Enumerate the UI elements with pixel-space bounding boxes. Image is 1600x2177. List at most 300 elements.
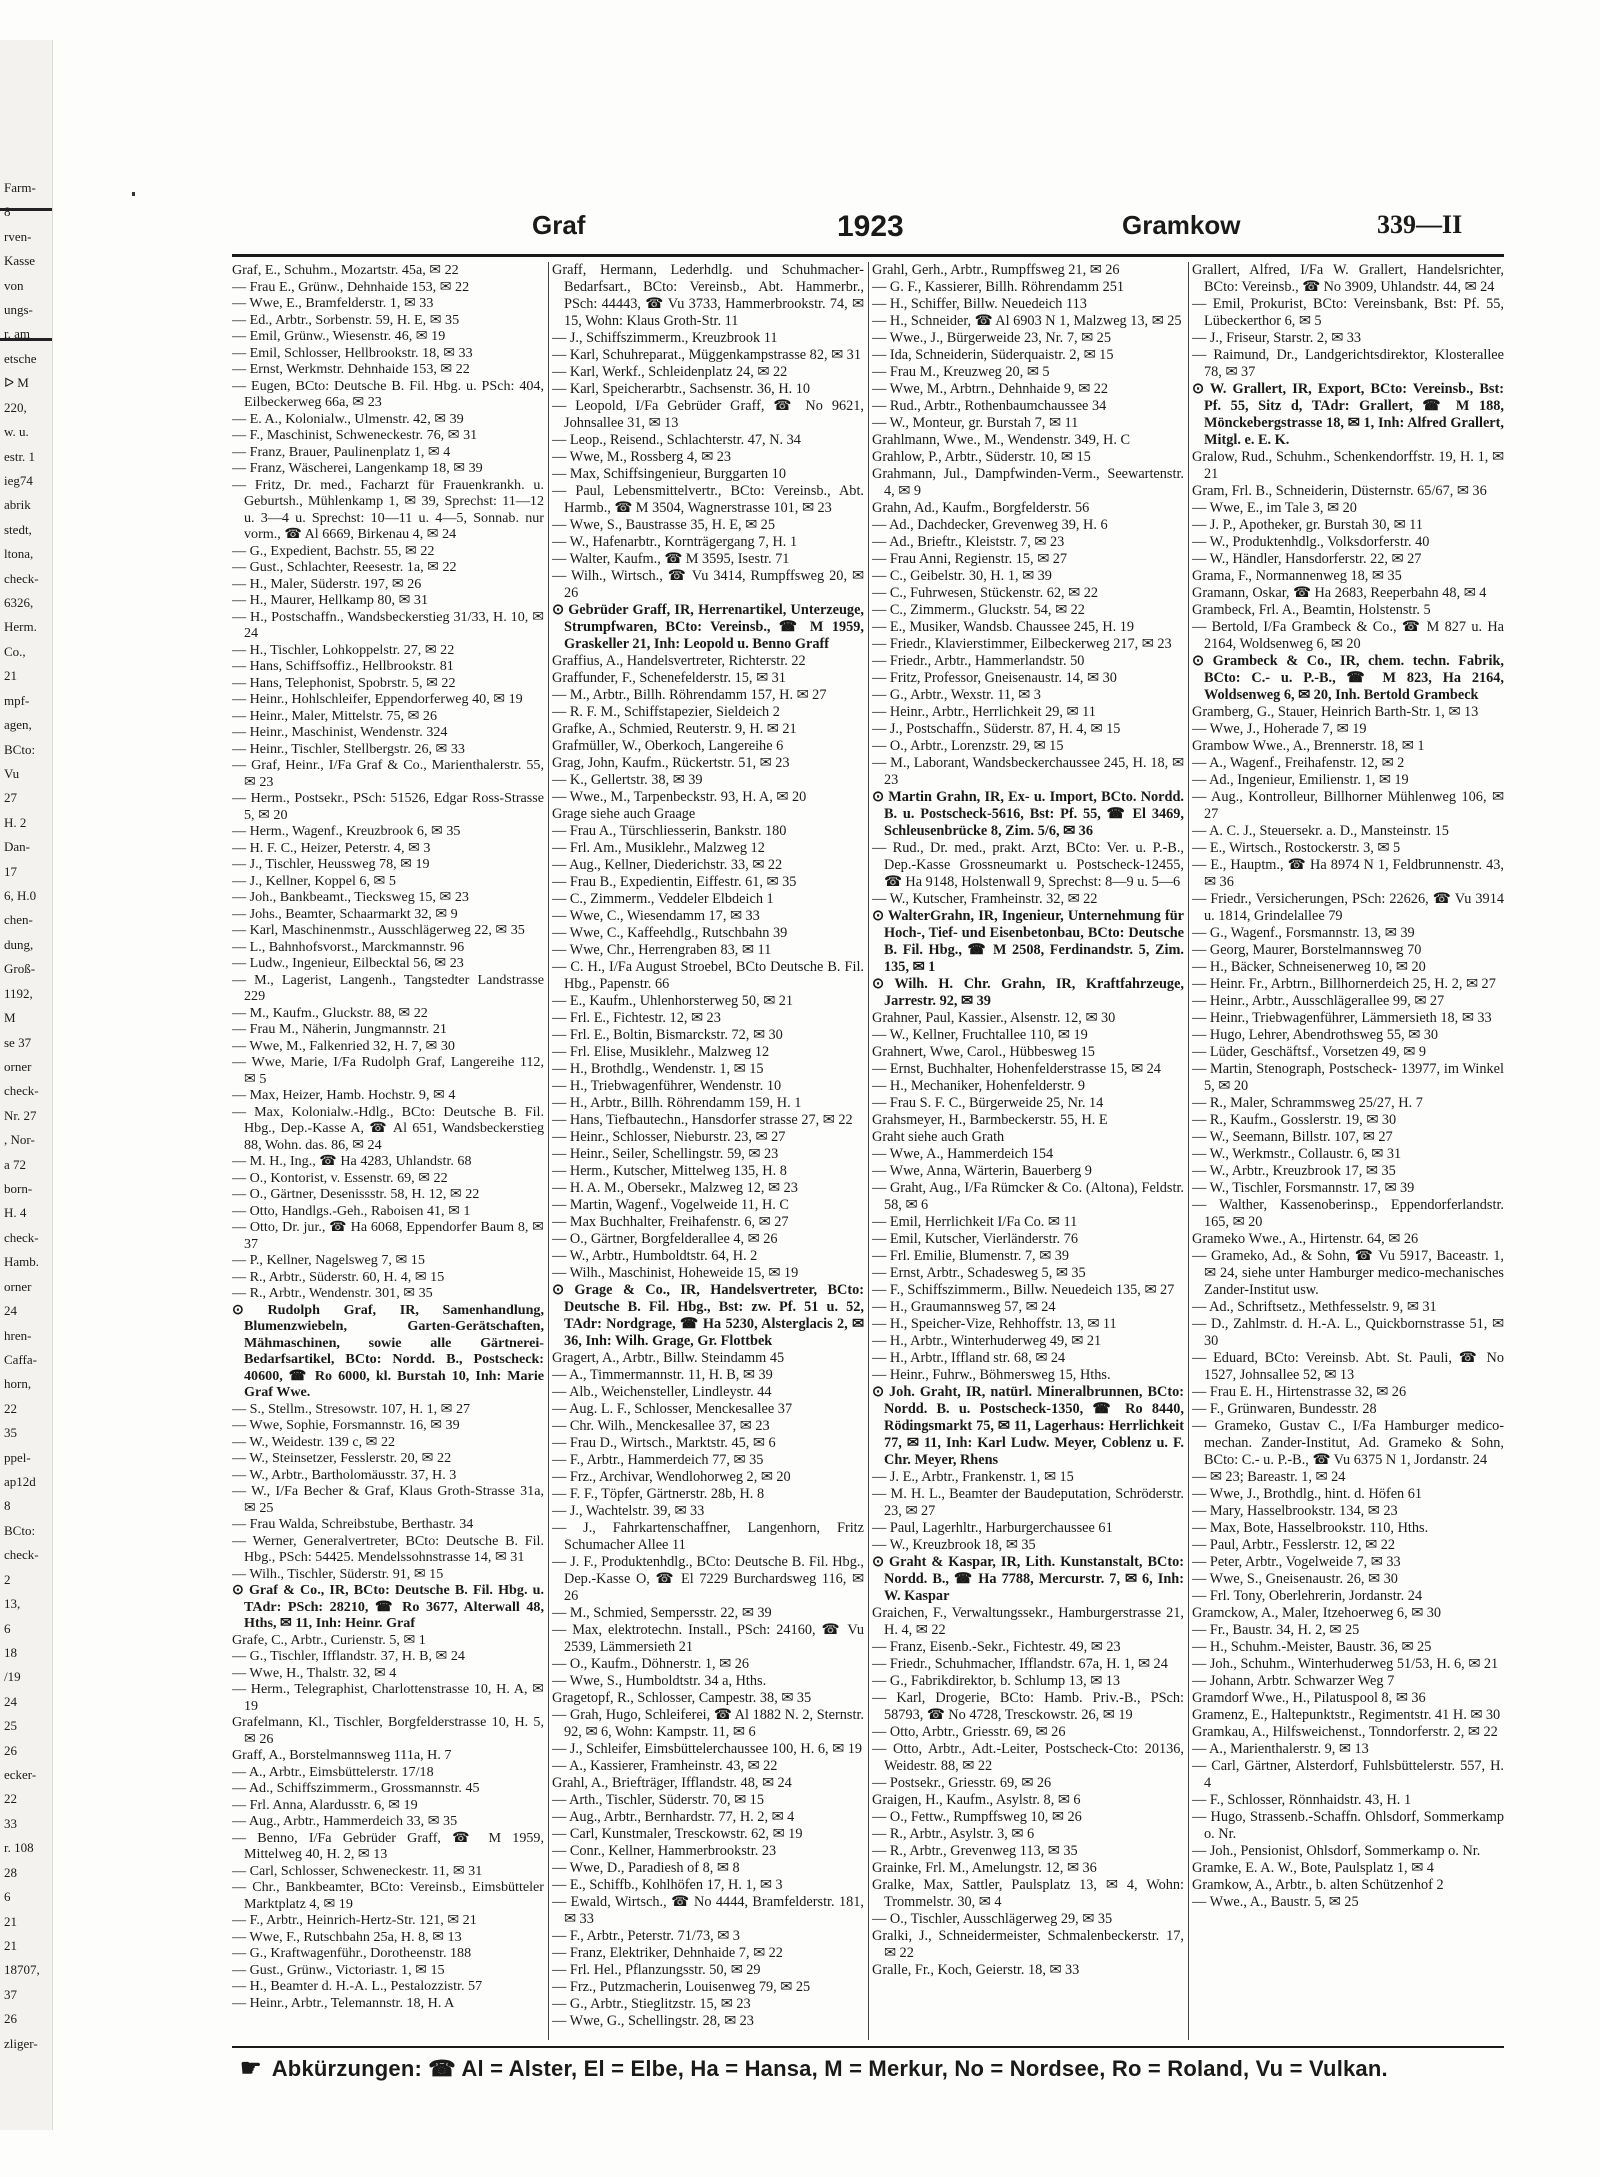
- directory-entry: — M., Lagerist, Langenh., Tangstedter Landstrasse 229: [232, 971, 544, 1004]
- previous-page-fragment: 26: [4, 1742, 17, 1758]
- directory-column-2: [552, 262, 864, 2040]
- directory-entry: Gramkau, A., Hilfsweichenst., Tonndorferstr. 2, ✉ 22: [1192, 1724, 1498, 1740]
- directory-entry: — Ad., Schiffszimmerm., Grossmannstr. 45: [232, 1780, 480, 1796]
- directory-entry: — Postsekr., Griesstr. 69, ✉ 26: [872, 1775, 1052, 1791]
- directory-entry: — R., Maler, Schrammsweg 25/27, H. 7: [1192, 1095, 1423, 1111]
- previous-page-fragment: etsche: [4, 350, 37, 366]
- directory-entry: — Alb., Weichensteller, Lindleystr. 44: [552, 1384, 772, 1400]
- directory-entry: — F., Arbtr., Heinrich-Hertz-Str. 121, ✉ 21: [232, 1912, 477, 1928]
- directory-entry: — W., Händler, Hansdorferstr. 22, ✉ 27: [1192, 551, 1422, 567]
- directory-entry: — Wwe., J., Bürgerweide 23, Nr. 7, ✉ 25: [872, 330, 1111, 346]
- directory-entry: — Wwe, H., Thalstr. 32, ✉ 4: [232, 1664, 397, 1681]
- directory-entry: — Wwe, E., Bramfelderstr. 1, ✉ 33: [232, 295, 434, 311]
- directory-entry: — Herm., Kutscher, Mittelweg 135, H. 8: [552, 1163, 787, 1179]
- directory-entry: Graichen, F., Verwaltungssekr., Hamburgerstrasse 21, H. 4, ✉ 22: [872, 1605, 1184, 1638]
- directory-entry: Graigen, H., Kaufm., Asylstr. 8, ✉ 6: [872, 1792, 1081, 1808]
- directory-entry: — J., Schleifer, Eimsbüttelerchaussee 100, H. 6, ✉ 19: [552, 1741, 862, 1757]
- directory-entry: — Joh., Schuhm., Winterhuderweg 51/53, H. 6, ✉ 21: [1192, 1656, 1499, 1672]
- directory-entry: — F., Schlosser, Rönnhaidstr. 43, H. 1: [1192, 1792, 1412, 1808]
- previous-page-fragment: Vu: [4, 765, 20, 781]
- previous-page-rule: [0, 208, 52, 211]
- directory-entry: — M., Kaufm., Gluckstr. 88, ✉ 22: [232, 1004, 428, 1021]
- directory-entry: — Chr. Wilh., Menckesallee 37, ✉ 23: [552, 1418, 770, 1434]
- directory-entry: — Johann, Arbtr. Schwarzer Weg 7: [1192, 1673, 1395, 1689]
- directory-entry: Grahlmann, Wwe., M., Wendenstr. 349, H. C: [872, 432, 1131, 448]
- directory-entry: Gram, Frl. B., Schneiderin, Düsternstr. 65/67, ✉ 36: [1192, 483, 1487, 499]
- previous-page-fragment: Kasse: [4, 253, 36, 269]
- directory-entry: — Graf, Heinr., I/Fa Graf & Co., Marienthalerstr. 55, ✉ 23: [232, 757, 544, 790]
- directory-entry: — Gust., Grünw., Victoriastr. 1, ✉ 15: [232, 1961, 445, 1978]
- directory-entry: — Ad., Ingenieur, Emilienstr. 1, ✉ 19: [1192, 772, 1409, 788]
- directory-entry: — Friedr., Arbtr., Hammerlandstr. 50: [872, 653, 1085, 669]
- directory-entry: — J. E., Arbtr., Frankenstr. 1, ✉ 15: [872, 1469, 1074, 1485]
- directory-entry: — Max, Kolonialw.-Hdlg., BCto: Deutsche B. Fil. Hbg., Dep.-Kasse A, ☎ Al 651, Wandsbeckerstieg 88, Wohn. das. 86, ✉ 24: [232, 1103, 544, 1153]
- directory-entry: — Joh., Pensionist, Ohlsdorf, Sommerkamp o. Nr.: [1192, 1843, 1481, 1859]
- directory-entry: — Heinr., Seiler, Schellingstr. 59, ✉ 23: [552, 1146, 779, 1162]
- directory-entry: Gramdorf Wwe., H., Pilatuspool 8, ✉ 36: [1192, 1690, 1426, 1706]
- directory-entry: — Arth., Tischler, Süderstr. 70, ✉ 15: [552, 1792, 764, 1808]
- directory-entry: Grama, F., Normannenweg 18, ✉ 35: [1192, 568, 1402, 584]
- directory-entry: — D., Zahlmstr. d. H.-A. L., Quickbornstrasse 51, ✉ 30: [1192, 1316, 1504, 1349]
- previous-page-fragment: 18: [4, 1644, 17, 1660]
- directory-entry: Graht siehe auch Grath: [872, 1129, 1005, 1145]
- previous-page-fragment: zliger-: [4, 2035, 38, 2051]
- directory-entry: — Wwe, J., Hoherade 7, ✉ 19: [1192, 721, 1367, 737]
- previous-page-fragment: , Nor-: [4, 1132, 35, 1148]
- directory-entry: Gragetopf, R., Schlosser, Campestr. 38, ✉ 35: [552, 1690, 812, 1706]
- directory-entry: — Aug., Kellner, Diederichstr. 33, ✉ 22: [552, 857, 783, 873]
- previous-page-fragment: check-: [4, 570, 39, 586]
- directory-entry: Gralke, Max, Sattler, Paulsplatz 13, ✉ 4, Wohn: Trommelstr. 30, ✉ 4: [872, 1877, 1184, 1910]
- directory-entry: — Wilh., Maschinist, Hoheweide 15, ✉ 19: [552, 1265, 799, 1281]
- directory-entry: — Emil, Schlosser, Hellbrookstr. 18, ✉ 33: [232, 344, 473, 361]
- directory-entry: — Frl. Tony, Oberlehrerin, Jordanstr. 24: [1192, 1588, 1423, 1604]
- directory-entry: — W., I/Fa Becher & Graf, Klaus Groth-Strasse 31a, ✉ 25: [232, 1483, 544, 1516]
- directory-entry: Gramenz, E., Haltepunktstr., Regimentstr. 41 H. ✉ 30: [1192, 1707, 1501, 1723]
- directory-entry: — W., Tischler, Forsmannstr. 17, ✉ 39: [1192, 1180, 1415, 1196]
- previous-page-fragment: 17: [4, 863, 17, 879]
- directory-entry: — Raimund, Dr., Landgerichtsdirektor, Klosterallee 78, ✉ 37: [1192, 347, 1504, 380]
- abbreviations-footer: [240, 2054, 1504, 2086]
- directory-entry: — Wwe, M., Arbtrn., Dehnhaide 9, ✉ 22: [872, 381, 1109, 397]
- previous-page-fragment: H. 4: [4, 1205, 27, 1221]
- directory-column-1: [232, 262, 544, 2040]
- column-divider: [1188, 262, 1189, 2040]
- directory-entry: — G., Fabrikdirektor, b. Schlump 13, ✉ 13: [872, 1673, 1121, 1689]
- previous-page-fragment: ieg74: [4, 472, 33, 488]
- directory-entry: — Chr., Bankbeamter, BCto: Vereinsb., Eimsbütteler Marktplatz 4, ✉ 19: [232, 1879, 544, 1912]
- directory-entry: — Hugo, Lehrer, Abendrothsweg 55, ✉ 30: [1192, 1027, 1439, 1043]
- directory-entry: Grafelmann, Kl., Tischler, Borgfelderstrasse 10, H. 5, ✉ 26: [232, 1714, 544, 1747]
- directory-entry: — J., Friseur, Starstr. 2, ✉ 33: [1192, 330, 1362, 346]
- footer-rule: [232, 2046, 1504, 2048]
- directory-entry: — Gust., Schlachter, Reesestr. 1a, ✉ 22: [232, 559, 457, 575]
- directory-entry: — A. C. J., Steuersekr. a. D., Mansteinstr. 15: [1192, 823, 1449, 839]
- directory-entry: — C., Zimmerm., Veddeler Elbdeich 1: [552, 891, 774, 907]
- directory-entry: — C., Geibelstr. 30, H. 1, ✉ 39: [872, 568, 1052, 584]
- directory-entry: — Wwe, M., Falkenried 32, H. 7, ✉ 30: [232, 1037, 455, 1054]
- directory-entry: — Wwe, Anna, Wärterin, Bauerberg 9: [872, 1163, 1092, 1179]
- previous-page-fragment: Nr. 27: [4, 1107, 37, 1123]
- directory-entry: Grambeck, Frl. A., Beamtin, Holstenstr. 5: [1192, 602, 1431, 618]
- directory-entry: — Wilh., Wirtsch., ☎ Vu 3414, Rumpffsweg 20, ✉ 26: [552, 568, 864, 601]
- directory-entry: ⊙ WalterGrahn, IR, Ingenieur, Unternehmung für Hoch-, Tief- und Eisenbetonbau, BCto: Deutsche B. Fil. Hbg., ☎ M 2508, Ferdinandstr. 5, Zim. 135, ✉ 1: [872, 908, 1184, 975]
- directory-entry: — Emil, Herrlichkeit I/Fa Co. ✉ 11: [872, 1214, 1078, 1230]
- directory-entry: — Frl. Emilie, Blumenstr. 7, ✉ 39: [872, 1248, 1070, 1264]
- previous-page-fragment: check-: [4, 1547, 39, 1563]
- directory-entry: — Graht, Aug., I/Fa Rümcker & Co. (Altona), Feldstr. 58, ✉ 6: [872, 1180, 1184, 1213]
- directory-entry: — G., Expedient, Bachstr. 55, ✉ 22: [232, 542, 435, 559]
- directory-entry: — Otto, Dr. jur., ☎ Ha 6068, Eppendorfer Baum 8, ✉ 37: [232, 1219, 544, 1252]
- directory-entry: — F. F., Töpfer, Gärtnerstr. 28b, H. 8: [552, 1486, 765, 1502]
- directory-entry: Grameko Wwe., A., Hirtenstr. 64, ✉ 26: [1192, 1231, 1419, 1247]
- directory-entry: — Max, Bote, Hasselbrookstr. 110, Hths.: [1192, 1520, 1429, 1536]
- previous-page-fragment: orner: [4, 1278, 32, 1294]
- directory-entry: Grage siehe auch Graage: [552, 806, 696, 822]
- directory-entry: — Leopold, I/Fa Gebrüder Graff, ☎ No 9621, Johnsallee 31, ✉ 13: [552, 398, 864, 431]
- previous-page-fragment: Hamb.: [4, 1254, 40, 1270]
- directory-column-3: [872, 262, 1184, 2040]
- directory-entry: — H., Speicher-Vize, Rehhoffstr. 13, ✉ 11: [872, 1316, 1117, 1332]
- directory-entry: — Fr., Baustr. 34, H. 2, ✉ 25: [1192, 1622, 1360, 1638]
- directory-entry: — W., Werkmstr., Collaustr. 6, ✉ 31: [1192, 1146, 1402, 1162]
- directory-entry: Graffius, A., Handelsvertreter, Richterstr. 22: [552, 653, 806, 669]
- directory-entry: Gralle, Fr., Koch, Geierstr. 18, ✉ 33: [872, 1962, 1080, 1978]
- directory-entry: — Frl. Elise, Musiklehr., Malzweg 12: [552, 1044, 770, 1060]
- directory-entry: — M. H. L., Beamter der Baudeputation, Schröderstr. 23, ✉ 27: [872, 1486, 1184, 1519]
- directory-entry: — Franz, Eisenb.-Sekr., Fichtestr. 49, ✉ 23: [872, 1639, 1121, 1655]
- previous-page-fragment: 6326,: [4, 595, 34, 611]
- directory-entry: — C. H., I/Fa August Stroebel, BCto Deutsche B. Fil. Hbg., Papenstr. 66: [552, 959, 864, 992]
- directory-entry: — Hans, Telephonist, Spobrstr. 5, ✉ 22: [232, 674, 456, 691]
- previous-page-fragment: r. am: [4, 326, 30, 342]
- directory-entry: — Frl. Anna, Alardusstr. 6, ✉ 19: [232, 1796, 418, 1813]
- directory-entry: — Heinr., Tischler, Stellbergstr. 26, ✉ 33: [232, 740, 465, 757]
- directory-entry: Grafe, C., Arbtr., Curienstr. 5, ✉ 1: [232, 1631, 426, 1648]
- directory-entry: — Emil, Prokurist, BCto: Vereinsbank, Bst: Pf. 55, Lübeckerthor 6, ✉ 5: [1192, 296, 1504, 329]
- directory-entry: — H., Tischler, Lohkoppelstr. 27, ✉ 22: [232, 641, 455, 658]
- directory-entry: — Friedr., Versicherungen, PSch: 22626, ☎ Vu 3914 u. 1814, Grindelallee 79: [1192, 891, 1504, 924]
- directory-entry: — H., Schuhm.-Meister, Baustr. 36, ✉ 25: [1192, 1639, 1432, 1655]
- directory-entry: — H., Beamter d. H.-A. L., Pestalozzistr. 57: [232, 1978, 483, 1994]
- previous-page-fragment: ecker-: [4, 1767, 37, 1782]
- gutter-mark: [132, 192, 135, 196]
- directory-entry: — H., Arbtr., Iffland str. 68, ✉ 24: [872, 1350, 1066, 1366]
- previous-page-fragment: 18707,: [4, 1962, 40, 1978]
- directory-entry: Gramberg, G., Stauer, Heinrich Barth-Str. 1, ✉ 13: [1192, 704, 1479, 720]
- directory-entry: — Hans, Schiffsoffiz., Hellbrookstr. 81: [232, 658, 454, 674]
- directory-entry: — R., Kaufm., Gosslerstr. 19, ✉ 30: [1192, 1112, 1397, 1128]
- directory-entry: — H., Schneider, ☎ Al 6903 N 1, Malzweg 13, ✉ 25: [872, 313, 1182, 329]
- directory-entry: — Fritz, Dr. med., Facharzt für Frauenkrankh. u. Geburtsh., Mühlenkamp 1, ✉ 39, Sprechst: 11—12 u. 3—4 u. Sprechst: 10—11 u. 4—5, Sonnab. nur vorm., ☎ Al 6669, Birkenau 4, ✉ 24: [232, 476, 544, 542]
- header-year: 1923: [837, 210, 904, 243]
- column-divider: [548, 262, 549, 2040]
- directory-entry: Gralki, J., Schneidermeister, Schmalenbeckerstr. 17, ✉ 22: [872, 1928, 1184, 1961]
- previous-page-fragment: 2: [4, 1571, 11, 1587]
- previous-page-fragment: 22: [4, 1791, 17, 1807]
- previous-page-fragment: BCto:: [4, 1522, 36, 1538]
- directory-entry: — Aug., Kontrolleur, Billhorner Mühlenweg 106, ✉ 27: [1192, 789, 1504, 822]
- header-left-word: Graf: [532, 210, 586, 240]
- directory-entry: Grahl, A., Briefträger, Ifflandstr. 48, ✉ 24: [552, 1775, 792, 1791]
- directory-entry: — G. F., Kassierer, Billh. Röhrendamm 251: [872, 279, 1125, 295]
- directory-entry: — Wwe, M., Rossberg 4, ✉ 23: [552, 449, 732, 465]
- directory-entry: — Grameko, Gustav C., I/Fa Hamburger medico-mechan. Zander-Institut, Ad. Grameko & Sohn, BCto: C.- u. P.-B., ☎ Vu 6375 N 1, Jordanstr. 24: [1192, 1418, 1504, 1468]
- directory-entry: — E., Schiffb., Kohlhöfen 17, H. 1, ✉ 3: [552, 1877, 783, 1893]
- directory-entry: — Frau E., Grünw., Dehnhaide 153, ✉ 22: [232, 278, 470, 295]
- directory-entry: — Max, Heizer, Hamb. Hochstr. 9, ✉ 4: [232, 1087, 456, 1103]
- directory-entry: — O., Gärtner, Desenissstr. 58, H. 12, ✉ 22: [232, 1186, 480, 1202]
- directory-entry: ⊙ Graht & Kaspar, IR, Lith. Kunstanstalt, BCto: Nordd. B., ☎ Ha 7788, Mercurstr. 7, ✉ 6, Inh: W. Kaspar: [872, 1554, 1184, 1604]
- previous-page-fragment: 25: [4, 1718, 17, 1734]
- directory-entry: — Frz., Putzmacherin, Louisenweg 79, ✉ 25: [552, 1979, 811, 1995]
- directory-entry: — Martin, Stenograph, Postscheck- 13977, im Winkel 5, ✉ 20: [1192, 1061, 1504, 1094]
- directory-entry: — E., Musiker, Wandsb. Chaussee 245, H. 19: [872, 619, 1135, 635]
- directory-entry: — L., Bahnhofsvorst., Marckmannstr. 96: [232, 938, 465, 955]
- directory-entry: — Max Buchhalter, Freihafenstr. 6, ✉ 27: [552, 1214, 789, 1230]
- directory-entry: ⊙ Graf & Co., IR, BCto: Deutsche B. Fil. Hbg. u. TAdr: PSch: 28210, ☎ Ro 3677, Alterwall 48, Hths, ✉ 11, Inh: Heinr. Graf: [232, 1582, 544, 1631]
- directory-entry: — Wwe, E., im Tale 3, ✉ 20: [1192, 500, 1357, 516]
- directory-entry: — M. H., Ing., ☎ Ha 4283, Uhlandstr. 68: [232, 1153, 472, 1169]
- directory-entry: — C., Fuhrwesen, Stückenstr. 62, ✉ 22: [872, 585, 1099, 601]
- previous-page-fragment: 220,: [4, 399, 27, 415]
- directory-entry: — Paul, Lagerhltr., Harburgerchaussee 61: [872, 1520, 1113, 1536]
- directory-entry: — E., Hauptm., ☎ Ha 8974 N 1, Feldbrunnenstr. 43, ✉ 36: [1192, 857, 1504, 890]
- directory-entry: — Johs., Beamter, Schaarmarkt 32, ✉ 9: [232, 905, 458, 922]
- directory-entry: — Otto, Arbtr., Griesstr. 69, ✉ 26: [872, 1724, 1066, 1740]
- previous-page-fragment: ᐅ M: [4, 375, 29, 391]
- directory-entry: Gragert, A., Arbtr., Billw. Steindamm 45: [552, 1350, 785, 1366]
- directory-entry: — Heinr., Arbtr., Ausschlägerallee 99, ✉ 27: [1192, 993, 1445, 1009]
- directory-entry: Graff, A., Borstelmannsweg 111a, H. 7: [232, 1747, 452, 1763]
- header-right-word: Gramkow: [1122, 210, 1241, 240]
- directory-entry: — Otto, Arbtr., Adt.-Leiter, Postscheck-Cto: 20136, Weidestr. 88, ✉ 22: [872, 1741, 1184, 1774]
- previous-page-fragment: stedt,: [4, 521, 32, 537]
- directory-entry: — W., Hafenarbtr., Kornträgergang 7, H. 1: [552, 534, 798, 550]
- directory-entry: — Ad., Schriftsetz., Methfesselstr. 9, ✉ 31: [1192, 1299, 1437, 1315]
- directory-entry: Graf, E., Schuhm., Mozartstr. 45a, ✉ 22: [232, 262, 459, 278]
- directory-entry: Grag, John, Kaufm., Rückertstr. 51, ✉ 23: [552, 755, 790, 771]
- directory-entry: — Grah, Hugo, Schleiferei, ☎ Al 1882 N. 2, Sternstr. 92, ✉ 6, Wohn: Kampstr. 11, ✉ 6: [552, 1707, 864, 1740]
- directory-entry: Graff, Hermann, Lederhdlg. und Schuhmacher-Bedarfsart., BCto: Vereinsb., Abt. Hammerbr., PSch: 44443, ☎ Vu 3733, Hammerbrookstr. 74, ✉ 15, Wohn: Klaus Groth-Str. 11: [552, 262, 864, 329]
- directory-entry: — Carl, Schlosser, Schweneckestr. 11, ✉ 31: [232, 1862, 483, 1879]
- directory-entry: — S., Stellm., Stresowstr. 107, H. 1, ✉ 27: [232, 1400, 471, 1417]
- previous-page-fragment: 37: [4, 1986, 17, 2002]
- directory-entry: — Karl, Schuhreparat., Müggenkampstrasse 82, ✉ 31: [552, 347, 861, 363]
- directory-entry: — Wwe, C., Kaffeehdlg., Rutschbahn 39: [552, 925, 788, 941]
- directory-entry: — Carl, Gärtner, Alsterdorf, Fuhlsbüttelerstr. 557, H. 4: [1192, 1758, 1504, 1791]
- directory-columns: [232, 262, 1504, 2040]
- directory-entry: — M., Arbtr., Billh. Röhrendamm 157, H. ✉ 27: [552, 687, 827, 703]
- directory-entry: — Wilh., Tischler, Süderstr. 91, ✉ 15: [232, 1565, 444, 1582]
- directory-entry: — Wwe, A., Hammerdeich 154: [872, 1146, 1054, 1162]
- directory-entry: — Wwe, Sophie, Forsmannstr. 16, ✉ 39: [232, 1417, 460, 1433]
- directory-entry: — Ernst, Werkmstr. Dehnhaide 153, ✉ 22: [232, 361, 470, 377]
- previous-page-fragment: ppel-: [4, 1449, 31, 1465]
- column-divider: [868, 262, 869, 2040]
- directory-entry: — Hugo, Strassenb.-Schaffn. Ohlsdorf, Sommerkamp o. Nr.: [1192, 1809, 1504, 1842]
- previous-page-fragment: 28: [4, 1864, 17, 1880]
- previous-page-fragment: orner: [4, 1058, 32, 1074]
- directory-entry: — F., Maschinist, Schweneckestr. 76, ✉ 31: [232, 427, 478, 443]
- previous-page-fragment: 6: [4, 1889, 11, 1905]
- directory-entry: — Karl, Speicherarbtr., Sachsenstr. 36, H. 10: [552, 381, 811, 397]
- previous-page-fragment: 21: [4, 668, 17, 684]
- directory-entry: — Frau A., Türschliesserin, Bankstr. 180: [552, 823, 787, 839]
- directory-entry: — Ad., Dachdecker, Grevenweg 39, H. 6: [872, 517, 1108, 533]
- directory-entry: — Frz., Archivar, Wendlohorweg 2, ✉ 20: [552, 1469, 791, 1485]
- directory-entry: — E., Kaufm., Uhlenhorsterweg 50, ✉ 21: [552, 993, 794, 1009]
- previous-page-fragment: BCto:: [4, 741, 36, 757]
- directory-entry: — Wwe, S., Humboldtstr. 34 a, Hths.: [552, 1673, 767, 1689]
- directory-entry: — F., Grünwaren, Bundesstr. 28: [1192, 1401, 1377, 1417]
- directory-entry: — Heinr., Triebwagenführer, Lämmersieth 18, ✉ 33: [1192, 1010, 1492, 1026]
- previous-page-fragment: von: [4, 277, 24, 293]
- directory-entry: Grallert, Alfred, I/Fa W. Grallert, Handelsrichter, BCto: Vereinsb., ☎ No 3909, Uhlandstr. 44, ✉ 24: [1192, 262, 1504, 295]
- directory-entry: — H., Arbtr., Winterhuderweg 49, ✉ 21: [872, 1333, 1102, 1349]
- previous-page-fragment: Caffa-: [4, 1351, 37, 1367]
- directory-entry: — H., Triebwagenführer, Wendenstr. 10: [552, 1078, 782, 1094]
- directory-entry: ⊙ Joh. Graht, IR, natürl. Mineralbrunnen, BCto: Nordd. B. u. Postscheck-1350, ☎ Ro 8440, Rödingsmarkt 75, ✉ 11, Lagerhaus: Herrlichkeit 77, ✉ 11, Inh: Karl Ludw. Meyer, Coblenz u. F. Chr. Meyer, Rhens: [872, 1384, 1184, 1468]
- directory-entry: — E. A., Kolonialw., Ulmenstr. 42, ✉ 39: [232, 410, 464, 427]
- directory-entry: — ✉ 23; Bareastr. 1, ✉ 24: [1192, 1469, 1346, 1485]
- directory-entry: — Emil, Kutscher, Vierländerstr. 76: [872, 1231, 1078, 1247]
- directory-entry: — Ernst, Buchhalter, Hohenfelderstrasse 15, ✉ 24: [872, 1061, 1161, 1077]
- previous-page-fragment: check-: [4, 1083, 39, 1099]
- previous-page-fragment: 21: [4, 1937, 17, 1953]
- previous-page-fragment: born-: [4, 1181, 33, 1197]
- directory-entry: — Lüder, Geschäftsf., Vorsetzen 49, ✉ 9: [1192, 1044, 1427, 1060]
- directory-entry: Grafke, A., Schmied, Reuterstr. 9, H. ✉ 21: [552, 721, 797, 737]
- directory-entry: — R., Arbtr., Süderstr. 60, H. 4, ✉ 15: [232, 1268, 445, 1285]
- directory-entry: — G., Arbtr., Wexstr. 11, ✉ 3: [872, 687, 1041, 703]
- directory-entry: — Wwe, S., Baustrasse 35, H. E, ✉ 25: [552, 517, 775, 533]
- directory-entry: — Frau D., Wirtsch., Marktstr. 45, ✉ 6: [552, 1435, 776, 1451]
- directory-entry: — Conr., Kellner, Hammerbrookstr. 23: [552, 1843, 777, 1859]
- directory-entry: — J. F., Produktenhdlg., BCto: Deutsche B. Fil. Hbg., Dep.-Kasse O, ☎ El 7229 Burchardsweg 116, ✉ 26: [552, 1554, 864, 1604]
- pointing-hand-icon: ☛: [240, 2055, 262, 2082]
- directory-entry: — Paul, Arbtr., Fesslerstr. 12, ✉ 22: [1192, 1537, 1396, 1553]
- page-number: 339—II: [1377, 210, 1463, 239]
- directory-entry: — O., Tischler, Ausschlägerweg 29, ✉ 35: [872, 1911, 1113, 1927]
- previous-page-fragment: 13,: [4, 1596, 21, 1612]
- directory-entry: — O., Gärtner, Borgfelderallee 4, ✉ 26: [552, 1231, 778, 1247]
- previous-page-edge: [0, 40, 53, 2130]
- directory-column-4: [1192, 262, 1504, 2040]
- directory-entry: — A., Arbtr., Eimsbüttelerstr. 17/18: [232, 1763, 434, 1780]
- directory-entry: — H. F. C., Heizer, Peterstr. 4, ✉ 3: [232, 839, 431, 856]
- directory-entry: — A., Marienthalerstr. 9, ✉ 13: [1192, 1741, 1369, 1757]
- directory-entry: — H., Maurer, Hellkamp 80, ✉ 31: [232, 592, 428, 608]
- directory-entry: Graffunder, F., Schenefelderstr. 15, ✉ 31: [552, 670, 786, 686]
- previous-page-fragment: /19: [4, 1669, 21, 1685]
- previous-page-fragment: Co.,: [4, 643, 26, 659]
- directory-entry: — Rud., Arbtr., Rothenbaumchaussee 34: [872, 398, 1107, 414]
- previous-page-fragment: Herm.: [4, 619, 37, 635]
- previous-page-fragment: 24: [4, 1693, 17, 1709]
- directory-entry: — W., Kreuzbrook 18, ✉ 35: [872, 1537, 1036, 1553]
- directory-entry: — Wwe, S., Gneisenaustr. 26, ✉ 30: [1192, 1571, 1398, 1587]
- directory-entry: — J., Wachtelstr. 39, ✉ 33: [552, 1503, 705, 1519]
- abbreviations-text: Abkürzungen: ☎ Al = Alster, El = Elbe, Ha = Hansa, M = Merkur, No = Nordsee, Ro = Roland, Vu = Vulkan.: [271, 2056, 1388, 2081]
- directory-entry: — Leop., Reisend., Schlachterstr. 47, N. 34: [552, 432, 801, 448]
- directory-entry: Grahnert, Wwe, Carol., Hübbesweg 15: [872, 1044, 1095, 1060]
- directory-entry: — Wwe, C., Wiesendamm 17, ✉ 33: [552, 908, 760, 924]
- directory-entry: — Hans, Tiefbautechn., Hansdorfer strasse 27, ✉ 22: [552, 1112, 853, 1128]
- directory-entry: — Heinr., Hohlschleifer, Eppendorferweg 40, ✉ 19: [232, 691, 523, 707]
- previous-page-fragment: 6, H.0: [4, 888, 37, 904]
- directory-entry: — Frau M., Kreuzweg 20, ✉ 5: [872, 364, 1050, 380]
- directory-entry: — Max, elektrotechn. Install., PSch: 24160, ☎ Vu 2539, Lämmersieth 21: [552, 1622, 864, 1655]
- directory-entry: — J. P., Apotheker, gr. Burstah 30, ✉ 11: [1192, 517, 1423, 533]
- directory-entry: Grahner, Paul, Kassier., Alsenstr. 12, ✉ 30: [872, 1010, 1116, 1026]
- directory-entry: — H., Maler, Süderstr. 197, ✉ 26: [232, 575, 422, 592]
- directory-entry: — R., Arbtr., Wendenstr. 301, ✉ 35: [232, 1285, 433, 1301]
- directory-entry: — K., Gellertstr. 38, ✉ 39: [552, 772, 703, 788]
- directory-entry: — Heinr., Arbtr., Telemannstr. 18, H. A: [232, 1994, 455, 2011]
- directory-entry: — Grameko, Ad., & Sohn, ☎ Vu 5917, Baceastr. 1, ✉ 24, siehe unter Hamburger medico-mechanisches Zander-Institut usw.: [1192, 1248, 1504, 1298]
- directory-entry: — Ewald, Wirtsch., ☎ No 4444, Bramfelderstr. 181, ✉ 33: [552, 1894, 864, 1927]
- directory-entry: Gralow, Rud., Schuhm., Schenkendorffstr. 19, H. 1, ✉ 21: [1192, 449, 1504, 482]
- directory-entry: — Rud., Dr. med., prakt. Arzt, BCto: Ver. u. P.-B., Dep.-Kasse Grossneumarkt u. Postscheck-12455, ☎ Ha 9148, Holstenwall 9, Sprechst: 8—9 u. 5—6: [872, 840, 1184, 890]
- directory-entry: — G., Wagenf., Forsmannstr. 13, ✉ 39: [1192, 925, 1415, 941]
- previous-page-fragment: a 72: [4, 1156, 27, 1172]
- directory-entry: — W., Weidestr. 139 c, ✉ 22: [232, 1433, 396, 1450]
- directory-entry: — Paul, Lebensmittelvertr., BCto: Vereinsb., Abt. Harmb., ☎ M 3504, Wagnerstrasse 101, ✉ 23: [552, 483, 864, 516]
- previous-page-fragment: 22: [4, 1400, 17, 1416]
- previous-page-fragment: Farm-: [4, 180, 36, 195]
- directory-entry: ⊙ Grage & Co., IR, Handelsvertreter, BCto: Deutsche B. Fil. Hbg., Bst: zw. Pf. 51 u. 52, TAdr: Nordgrage, ☎ Ha 5230, Alsterglacis 2, ✉ 36, Inh: Wilh. Grage, Gr. Flottbek: [552, 1282, 864, 1349]
- previous-page-fragment: horn,: [4, 1376, 32, 1392]
- directory-entry: — Wwe., M., Tarpenbeckstr. 93, H. A, ✉ 20: [552, 789, 807, 805]
- directory-entry: — J., Fahrkartenschaffner, Langenhorn, Fritz Schumacher Allee 11: [552, 1520, 864, 1553]
- directory-entry: — Mary, Hasselbrookstr. 134, ✉ 23: [1192, 1503, 1398, 1519]
- directory-entry: — Wwe, D., Paradiesh of 8, ✉ 8: [552, 1860, 740, 1876]
- directory-entry: — H., Bäcker, Schneisenerweg 10, ✉ 20: [1192, 959, 1426, 975]
- directory-entry: — Georg, Maurer, Borstelmannsweg 70: [1192, 942, 1422, 958]
- directory-entry: ⊙ Gebrüder Graff, IR, Herrenartikel, Unterzeuge, Strumpfwaren, BCto: Vereinsb., ☎ M 1959, Graskeller 21, Inh: Leopold u. Benno Graff: [552, 602, 864, 652]
- directory-entry: ⊙ Grambeck & Co., IR, chem. techn. Fabrik, BCto: C.- u. P.-B., ☎ M 823, Ha 2164, Woldsenweg 6, ✉ 20, Inh. Bertold Grambeck: [1192, 653, 1504, 703]
- previous-page-fragment: 35: [4, 1425, 17, 1441]
- directory-entry: — H., Mechaniker, Hohenfelderstr. 9: [872, 1078, 1086, 1094]
- directory-entry: — O., Kaufm., Döhnerstr. 1, ✉ 26: [552, 1656, 750, 1672]
- directory-entry: — Wwe, Marie, I/Fa Rudolph Graf, Langereihe 112, ✉ 5: [232, 1054, 544, 1087]
- directory-entry: ⊙ Martin Grahn, IR, Ex- u. Import, BCto. Nordd. B. u. Postscheck-5616, Bst: Pf. 55, ☎ El 3469, Schleusenbrücke 8, Zim. 5/6, ✉ 36: [872, 789, 1184, 839]
- directory-entry: — C., Zimmerm., Gluckstr. 54, ✉ 22: [872, 602, 1085, 618]
- previous-page-fragment: ungs-: [4, 302, 33, 318]
- directory-entry: Grainke, Frl. M., Amelungstr. 12, ✉ 36: [872, 1860, 1097, 1876]
- directory-entry: — Martin, Wagenf., Vogelweide 11, H. C: [552, 1197, 789, 1213]
- directory-entry: — F., Arbtr., Hammerdeich 77, ✉ 35: [552, 1452, 764, 1468]
- directory-entry: Gramann, Oskar, ☎ Ha 2683, Reeperbahn 48, ✉ 4: [1192, 585, 1487, 601]
- directory-entry: — M., Schmied, Sempersstr. 22, ✉ 39: [552, 1605, 772, 1621]
- previous-page-fragment: agen,: [4, 717, 32, 733]
- directory-entry: — Herm., Postsekr., PSch: 51526, Edgar Ross-Strasse 5, ✉ 20: [232, 790, 544, 823]
- previous-page-fragment: H. 2: [4, 814, 27, 830]
- previous-page-fragment: 26: [4, 2011, 17, 2027]
- directory-entry: — J., Postschaffn., Süderstr. 87, H. 4, ✉ 15: [872, 721, 1121, 737]
- directory-entry: — A., Wagenf., Freihafenstr. 12, ✉ 2: [1192, 755, 1405, 771]
- directory-entry: — O., Arbtr., Lorenzstr. 29, ✉ 15: [872, 738, 1064, 754]
- directory-entry: — W., Arbtr., Bartholomäusstr. 37, H. 3: [232, 1466, 457, 1483]
- directory-entry: — J., Tischler, Heussweg 78, ✉ 19: [232, 856, 430, 872]
- directory-entry: — Eugen, BCto: Deutsche B. Fil. Hbg. u. PSch: 404, Eilbeckerweg 66a, ✉ 23: [232, 377, 544, 410]
- previous-page-fragment: hren-: [4, 1327, 32, 1343]
- directory-entry: — E., Wirtsch., Rostockerstr. 3, ✉ 5: [1192, 840, 1401, 856]
- previous-page-fragment: Dan-: [4, 839, 30, 855]
- directory-entry: Gramckow, A., Maler, Itzehoerweg 6, ✉ 30: [1192, 1605, 1442, 1621]
- directory-entry: — Heinr., Maschinist, Wendenstr. 324: [232, 724, 448, 740]
